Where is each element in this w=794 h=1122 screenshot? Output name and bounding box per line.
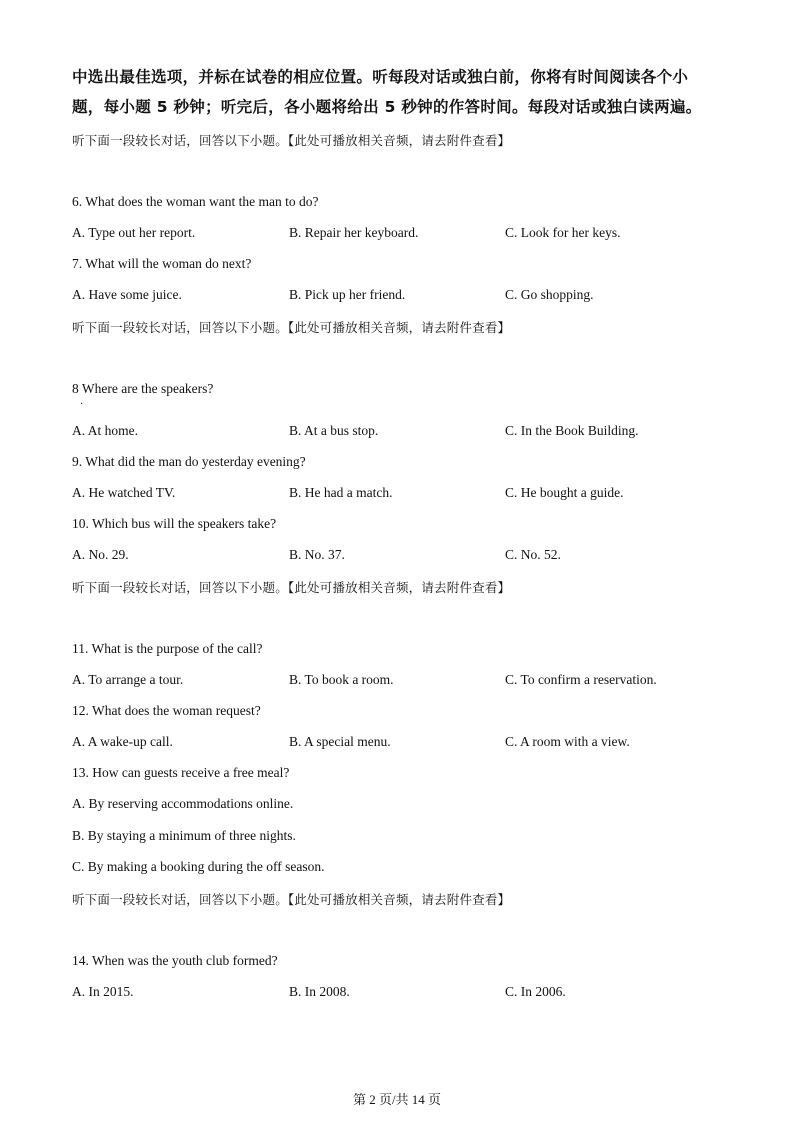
question-14-stem: 14. When was the youth club formed? <box>72 953 278 968</box>
question-8-option-a: A. At home. <box>72 423 138 438</box>
audio-notice: 听下面一段较长对话，回答以下小题。【此处可播放相关音频，请去附件查看】 <box>72 133 511 148</box>
question-14-option-b: B. In 2008. <box>289 984 350 999</box>
question-12-option-a: A. A wake-up call. <box>72 734 173 749</box>
question-12-option-c: C. A room with a view. <box>505 734 630 749</box>
instruction-line-1: 中选出最佳选项，并标在试卷的相应位置。听每段对话或独白前，你将有时间阅读各个小 <box>72 68 689 86</box>
question-7-option-a: A. Have some juice. <box>72 287 182 302</box>
question-13-option-c: C. By making a booking during the off season. <box>72 859 325 874</box>
question-9-stem: 9. What did the man do yesterday evening? <box>72 454 306 469</box>
question-6-option-a: A. Type out her report. <box>72 225 196 240</box>
question-10-option-b: B. No. 37. <box>289 547 345 562</box>
question-6-option-b: B. Repair her keyboard. <box>289 225 419 240</box>
question-6-stem: 6. What does the woman want the man to do? <box>72 194 319 209</box>
question-14-option-a: A. In 2015. <box>72 984 134 999</box>
question-11-stem: 11. What is the purpose of the call? <box>72 641 263 656</box>
question-14-option-c: C. In 2006. <box>505 984 566 999</box>
audio-notice: 听下面一段较长对话，回答以下小题。【此处可播放相关音频，请去附件查看】 <box>72 580 511 595</box>
page-number-footer: 第 2 页/共 14 页 <box>352 1092 442 1107</box>
question-8-option-c: C. In the Book Building. <box>505 423 639 438</box>
question-11-option-b: B. To book a room. <box>289 672 394 687</box>
question-9-option-c: C. He bought a guide. <box>505 485 624 500</box>
question-8-option-b: B. At a bus stop. <box>289 423 379 438</box>
question-10-option-a: A. No. 29. <box>72 547 129 562</box>
question-12-option-b: B. A special menu. <box>289 734 391 749</box>
question-13-option-a: A. By reserving accommodations online. <box>72 796 294 811</box>
question-9-option-b: B. He had a match. <box>289 485 393 500</box>
question-11-option-a: A. To arrange a tour. <box>72 672 184 687</box>
question-8-stem: 8 Where are the speakers? <box>72 381 214 396</box>
question-6-option-c: C. Look for her keys. <box>505 225 621 240</box>
audio-notice: 听下面一段较长对话，回答以下小题。【此处可播放相关音频，请去附件查看】 <box>72 320 511 335</box>
question-9-option-a: A. He watched TV. <box>72 485 176 500</box>
question-13-stem: 13. How can guests receive a free meal? <box>72 765 290 780</box>
question-7-stem: 7. What will the woman do next? <box>72 256 252 271</box>
question-7-option-c: C. Go shopping. <box>505 287 594 302</box>
question-11-option-c: C. To confirm a reservation. <box>505 672 657 687</box>
audio-notice: 听下面一段较长对话，回答以下小题。【此处可播放相关音频，请去附件查看】 <box>72 892 511 907</box>
instruction-line-2: 题，每小题 5 秒钟；听完后，各小题将给出 5 秒钟的作答时间。每段对话或独白读两遍。 <box>72 98 702 116</box>
question-7-option-b: B. Pick up her friend. <box>289 287 406 302</box>
question-13-option-b: B. By staying a minimum of three nights. <box>72 828 296 843</box>
stray-dot-mark: · <box>80 399 84 410</box>
question-10-stem: 10. Which bus will the speakers take? <box>72 516 277 531</box>
question-10-option-c: C. No. 52. <box>505 547 561 562</box>
question-12-stem: 12. What does the woman request? <box>72 703 261 718</box>
